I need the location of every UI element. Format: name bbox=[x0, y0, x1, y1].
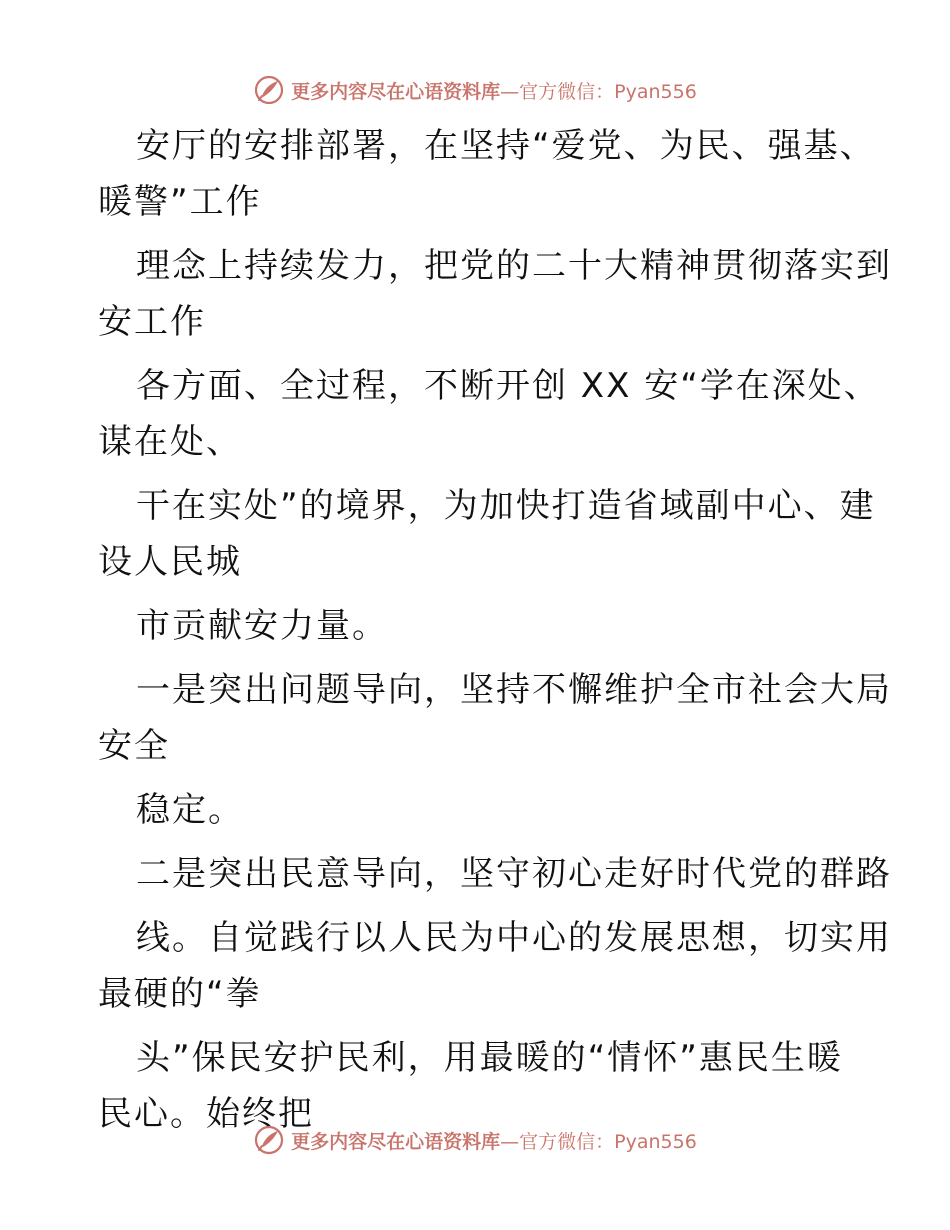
watermark-contact-text: —官方微信：Pyan556 bbox=[500, 80, 697, 103]
text-line: 安工作 bbox=[98, 302, 206, 342]
footer-watermark bbox=[0, 1120, 950, 1160]
text-line: 一是突出问题导向，坚持不懈维护全市社会大局 bbox=[136, 670, 892, 710]
text-line: 市贡献安力量。 bbox=[136, 606, 388, 646]
header-watermark bbox=[0, 70, 950, 110]
document-body bbox=[98, 118, 892, 1142]
text-line: 设人民城 bbox=[98, 542, 242, 582]
text-line: 二是突出民意导向，坚守初心走好时代党的群路 bbox=[136, 854, 892, 894]
text-line: 各方面、全过程，不断开创 XX 安“学在深处、 bbox=[136, 366, 880, 406]
text-line: 安全 bbox=[98, 726, 170, 766]
text-line: 民心。始终把 bbox=[98, 1094, 314, 1134]
text-line: 安厅的安排部署，在坚持“爱党、为民、强基、 bbox=[136, 126, 876, 166]
text-line: 谋在处、 bbox=[98, 422, 242, 462]
text-line: 稳定。 bbox=[136, 790, 244, 830]
text-line: 理念上持续发力，把党的二十大精神贯彻落实到 bbox=[136, 246, 892, 286]
watermark-contact-text: —官方微信：Pyan556 bbox=[500, 1130, 697, 1153]
text-line: 暖警”工作 bbox=[98, 182, 262, 222]
text-line: 最硬的“拳 bbox=[98, 974, 262, 1014]
text-line: 线。自觉践行以人民为中心的发展思想，切实用 bbox=[136, 918, 892, 958]
watermark-brand-text: 更多内容尽在心语资料库 bbox=[291, 80, 501, 103]
quill-pen-logo-icon bbox=[253, 74, 285, 106]
watermark-brand-text: 更多内容尽在心语资料库 bbox=[291, 1130, 501, 1153]
text-line: 干在实处”的境界，为加快打造省域副中心、建 bbox=[136, 486, 876, 526]
quill-pen-logo-icon bbox=[253, 1124, 285, 1156]
text-line: 头”保民安护民利，用最暖的“情怀”惠民生暖 bbox=[136, 1038, 843, 1078]
